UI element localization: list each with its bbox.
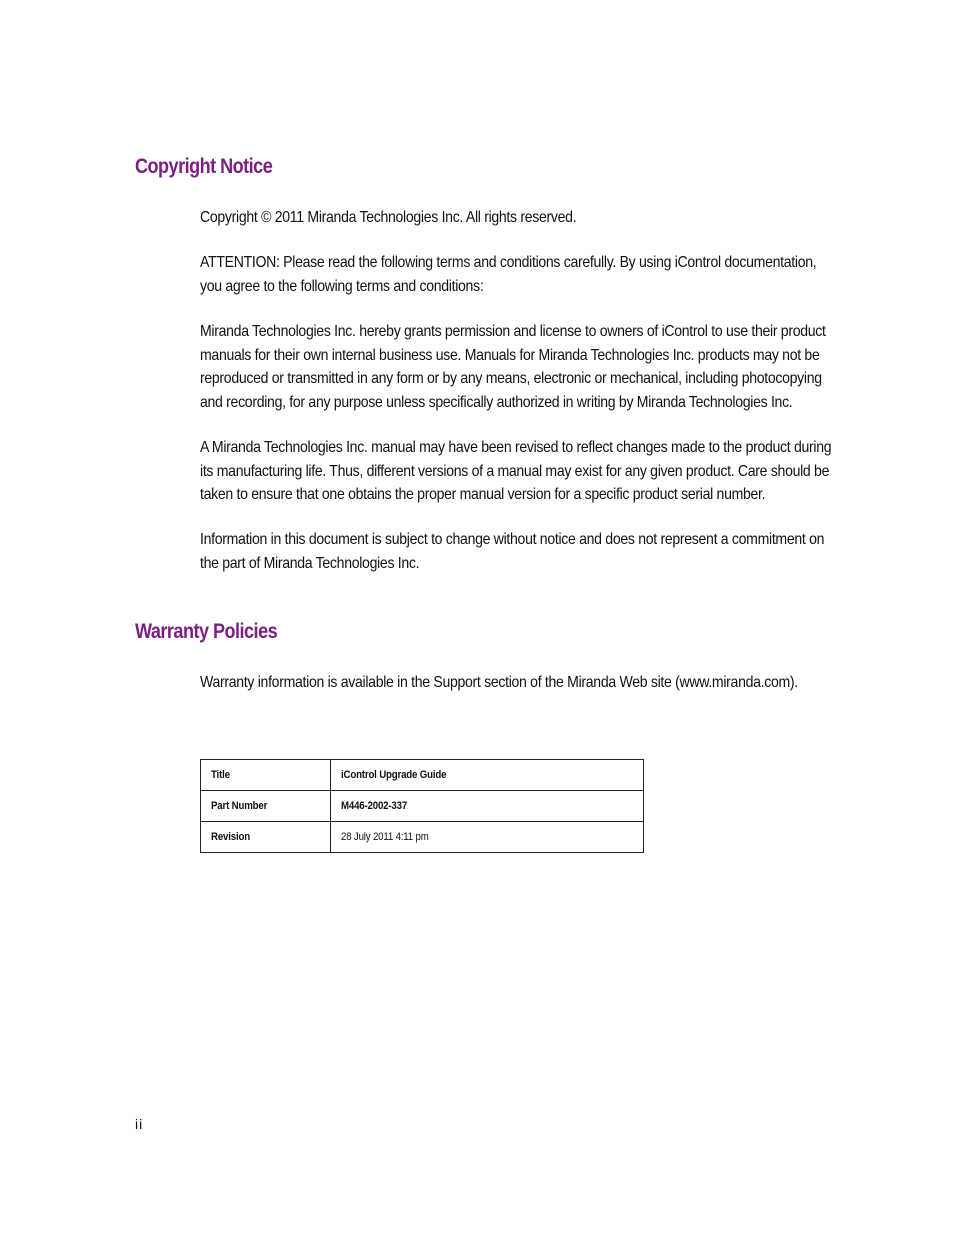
change-notice-paragraph: Information in this document is subject to change without notice and does not represent a commitment on the part of Miranda Technologies Inc.	[200, 531, 825, 572]
part-number-label-cell	[201, 791, 331, 822]
copyright-notice-heading: Copyright Notice	[135, 155, 273, 178]
copyright-line: Copyright © 2011 Miranda Technologies Inc. All rights reserved.	[200, 209, 577, 226]
table-row	[201, 822, 644, 853]
table-row	[201, 791, 644, 822]
license-paragraph: Miranda Technologies Inc. hereby grants permission and license to owners of iControl to use their product manuals for their own internal business use. Manuals for Miranda Technologies Inc. products may not be reproduced or transmitted in any form or by any means, electronic or mechanical, including photocopying and recording, for any purpose unless specifically authorized in writing by Miranda Technologies Inc.	[200, 323, 826, 411]
part-number-label: Part Number	[211, 800, 268, 812]
warranty-policies-heading: Warranty Policies	[135, 620, 278, 643]
revision-label: Revision	[211, 831, 250, 843]
title-value-cell	[331, 760, 644, 791]
part-number-value: M446-2002-337	[341, 800, 408, 812]
document-info-table	[200, 759, 644, 853]
page-number: ii	[135, 1116, 144, 1132]
title-label-cell	[201, 760, 331, 791]
revision-paragraph: A Miranda Technologies Inc. manual may have been revised to reflect changes made to the product during its manufacturing life. Thus, different versions of a manual may exist for any given product. Care should be taken to ensure that one obtains the proper manual version for a specific product serial number.	[200, 439, 832, 503]
revision-value-cell	[331, 822, 644, 853]
part-number-value-cell	[331, 791, 644, 822]
revision-label-cell	[201, 822, 331, 853]
warranty-paragraph: Warranty information is available in the Support section of the Miranda Web site (www.miranda.com).	[200, 674, 798, 691]
table-row	[201, 760, 644, 791]
revision-value: 28 July 2011 4:11 pm	[341, 831, 429, 843]
title-label: Title	[211, 769, 230, 781]
attention-paragraph: ATTENTION: Please read the following terms and conditions carefully. By using iControl documentation, you agree to the following terms and conditions:	[200, 254, 817, 295]
title-value: iControl Upgrade Guide	[341, 769, 447, 781]
